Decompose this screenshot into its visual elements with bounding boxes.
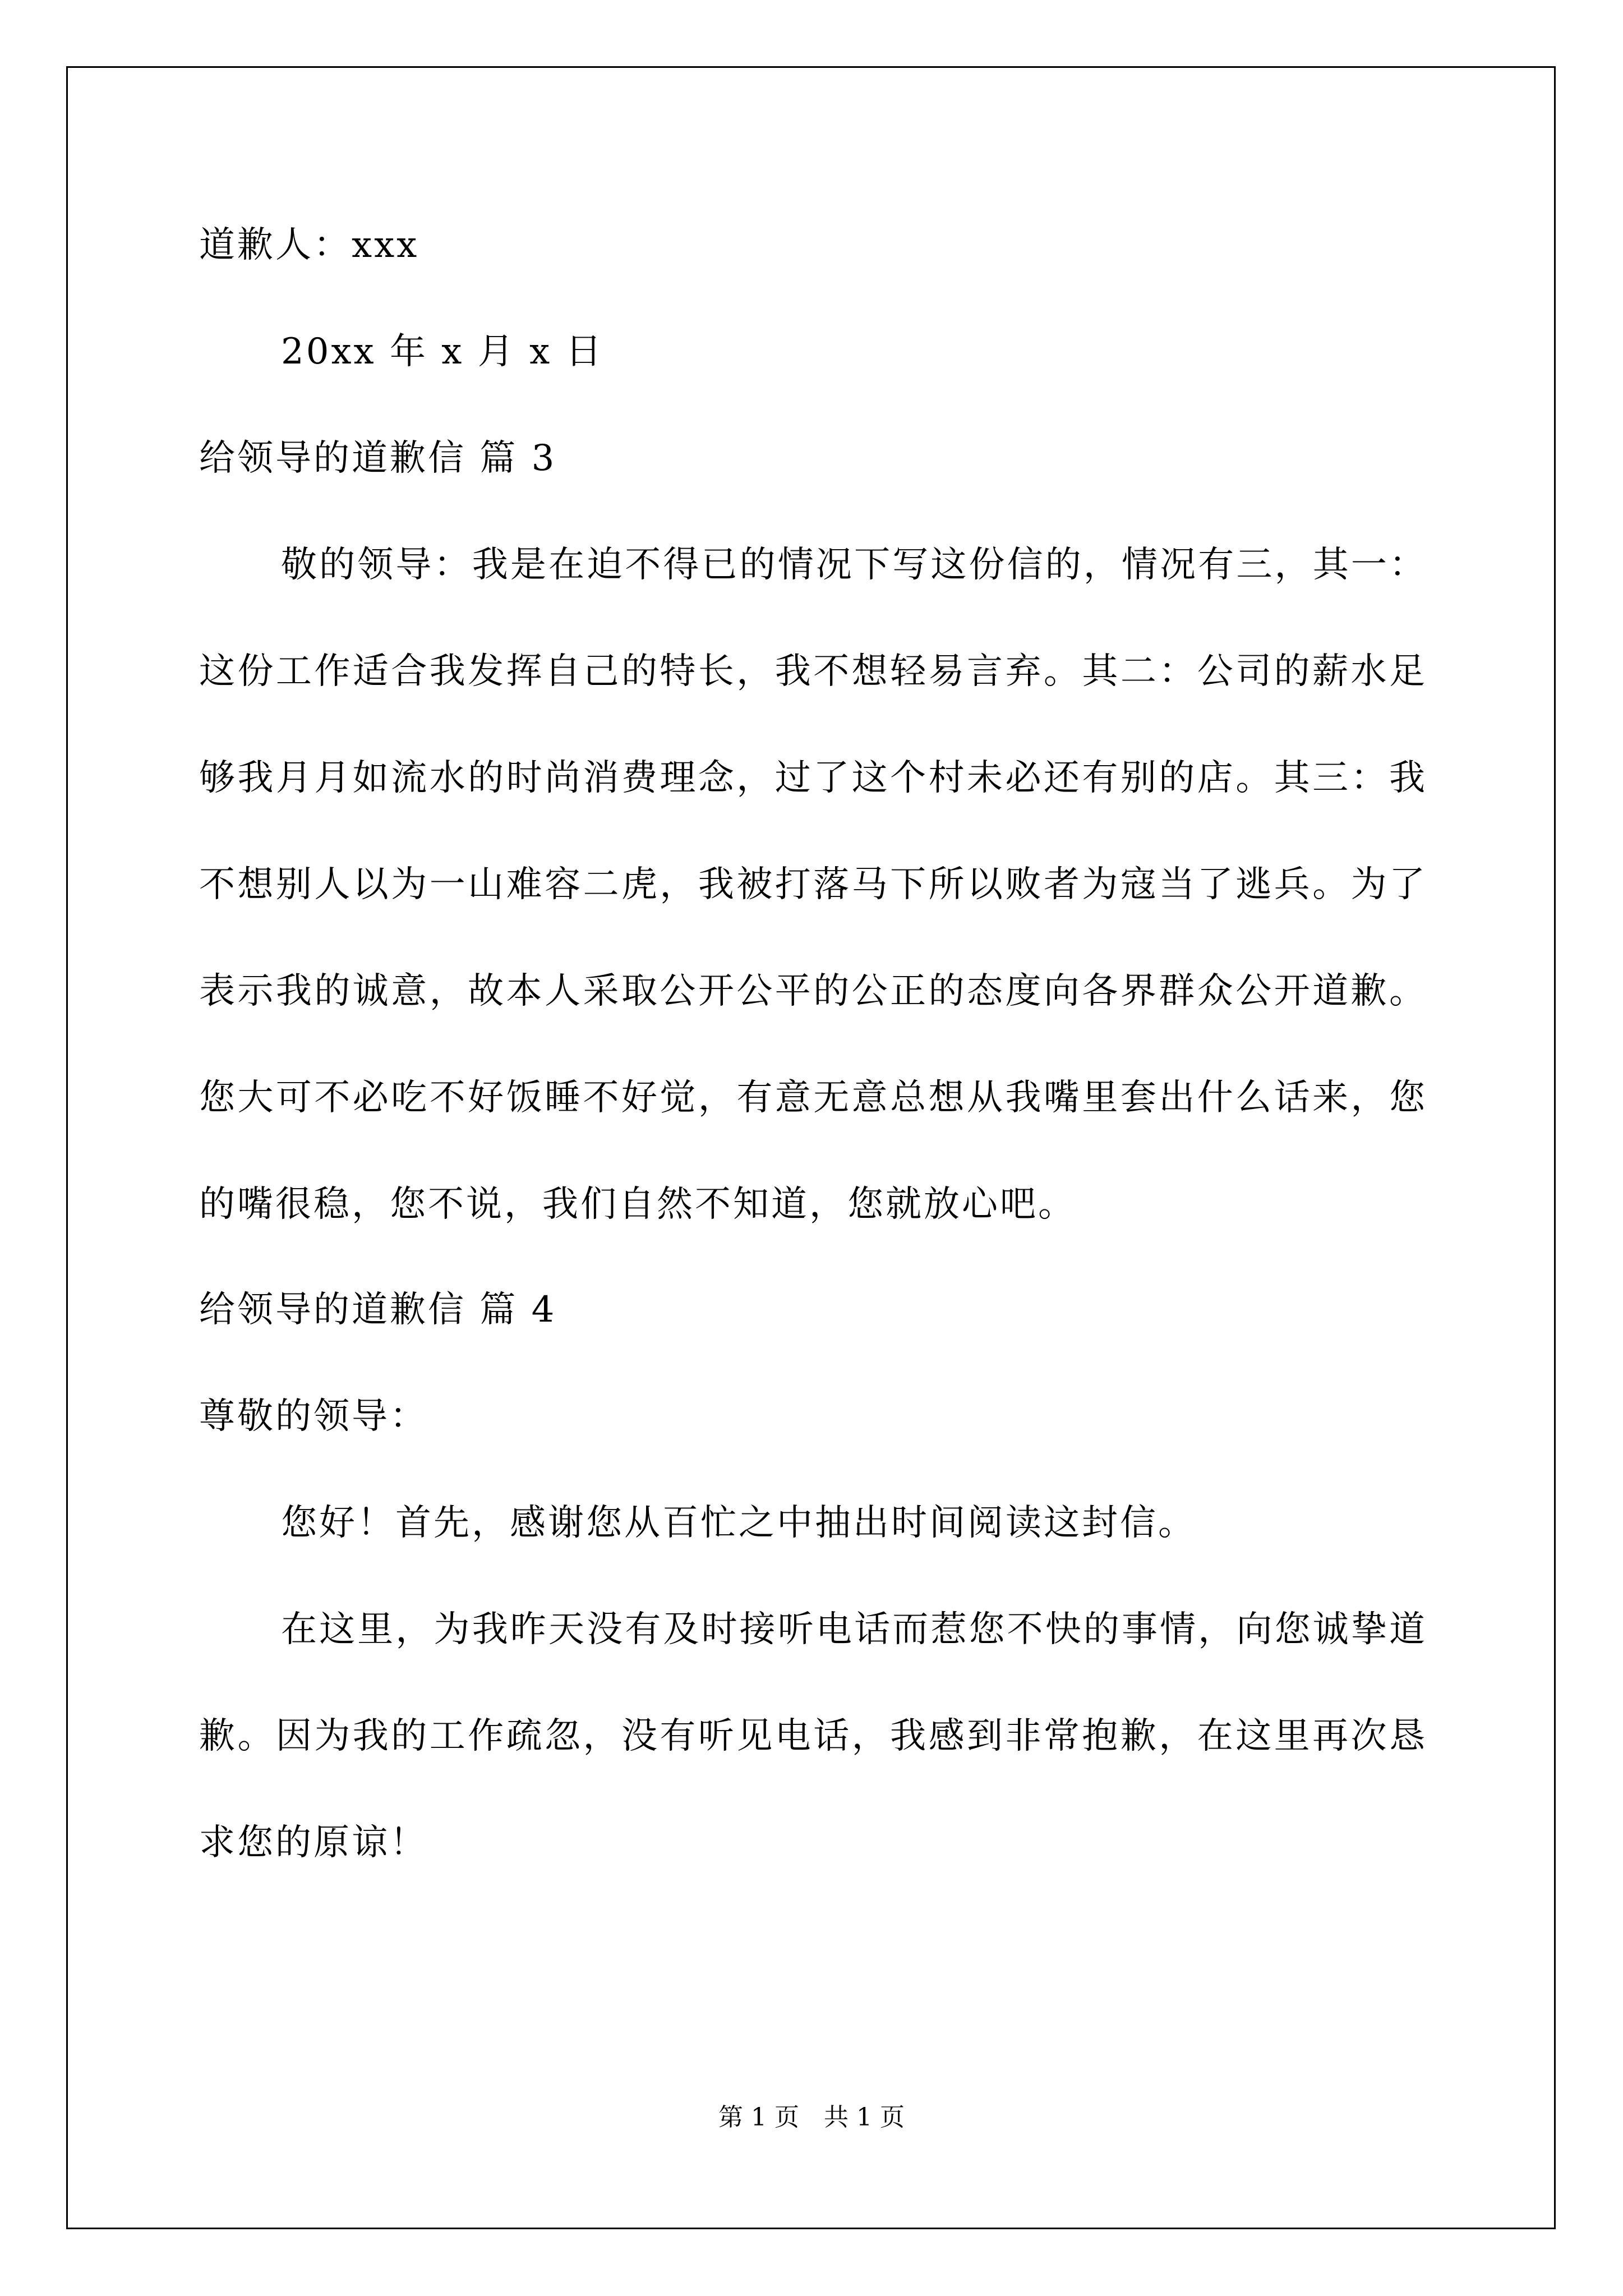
section-4-title: 给领导的道歉信 篇 4 [199, 1289, 557, 1331]
section-4-salutation: 尊敬的领导： [199, 1396, 428, 1437]
section-4-paragraph-2: 在这里，为我昨天没有及时接听电话而惹您不快的事情，向您诚挚道歉。因为我的工作疏忽，没有听见电话，我感到非常抱歉，在这里再次恳求您的原谅！ [199, 1609, 1427, 1864]
signature-line: 道歉人：xxx [199, 224, 419, 266]
section-4-paragraph-1: 您好！首先，感谢您从百忙之中抽出时间阅读这封信。 [281, 1502, 1196, 1544]
section-3-title: 给领导的道歉信 篇 3 [199, 438, 557, 479]
section-3-body: 敬的领导：我是在迫不得已的情况下写这份信的，情况有三，其一：这份工作适合我发挥自己的特长，我不想轻易言弃。其二：公司的薪水足够我月月如流水的时尚消费理念，过了这个村未必还有别的店。其三：我不想别人以为一山难容二虎，我被打落马下所以败者为寇当了逃兵。为了表示我的诚意，故本人采取公开公平的公正的态度向各界群众公开道歉。您大可不必吃不好饭睡不好觉，有意无意总想从我嘴里套出什么话来，您的嘴很稳，您不说，我们自然不知道，您就放心吧。 [199, 544, 1427, 1225]
date-line: 20xx 年 x 月 x 日 [281, 331, 604, 372]
document-body [199, 219, 1427, 1922]
page-footer: 第 1 页 共 1 页 [718, 2103, 905, 2132]
